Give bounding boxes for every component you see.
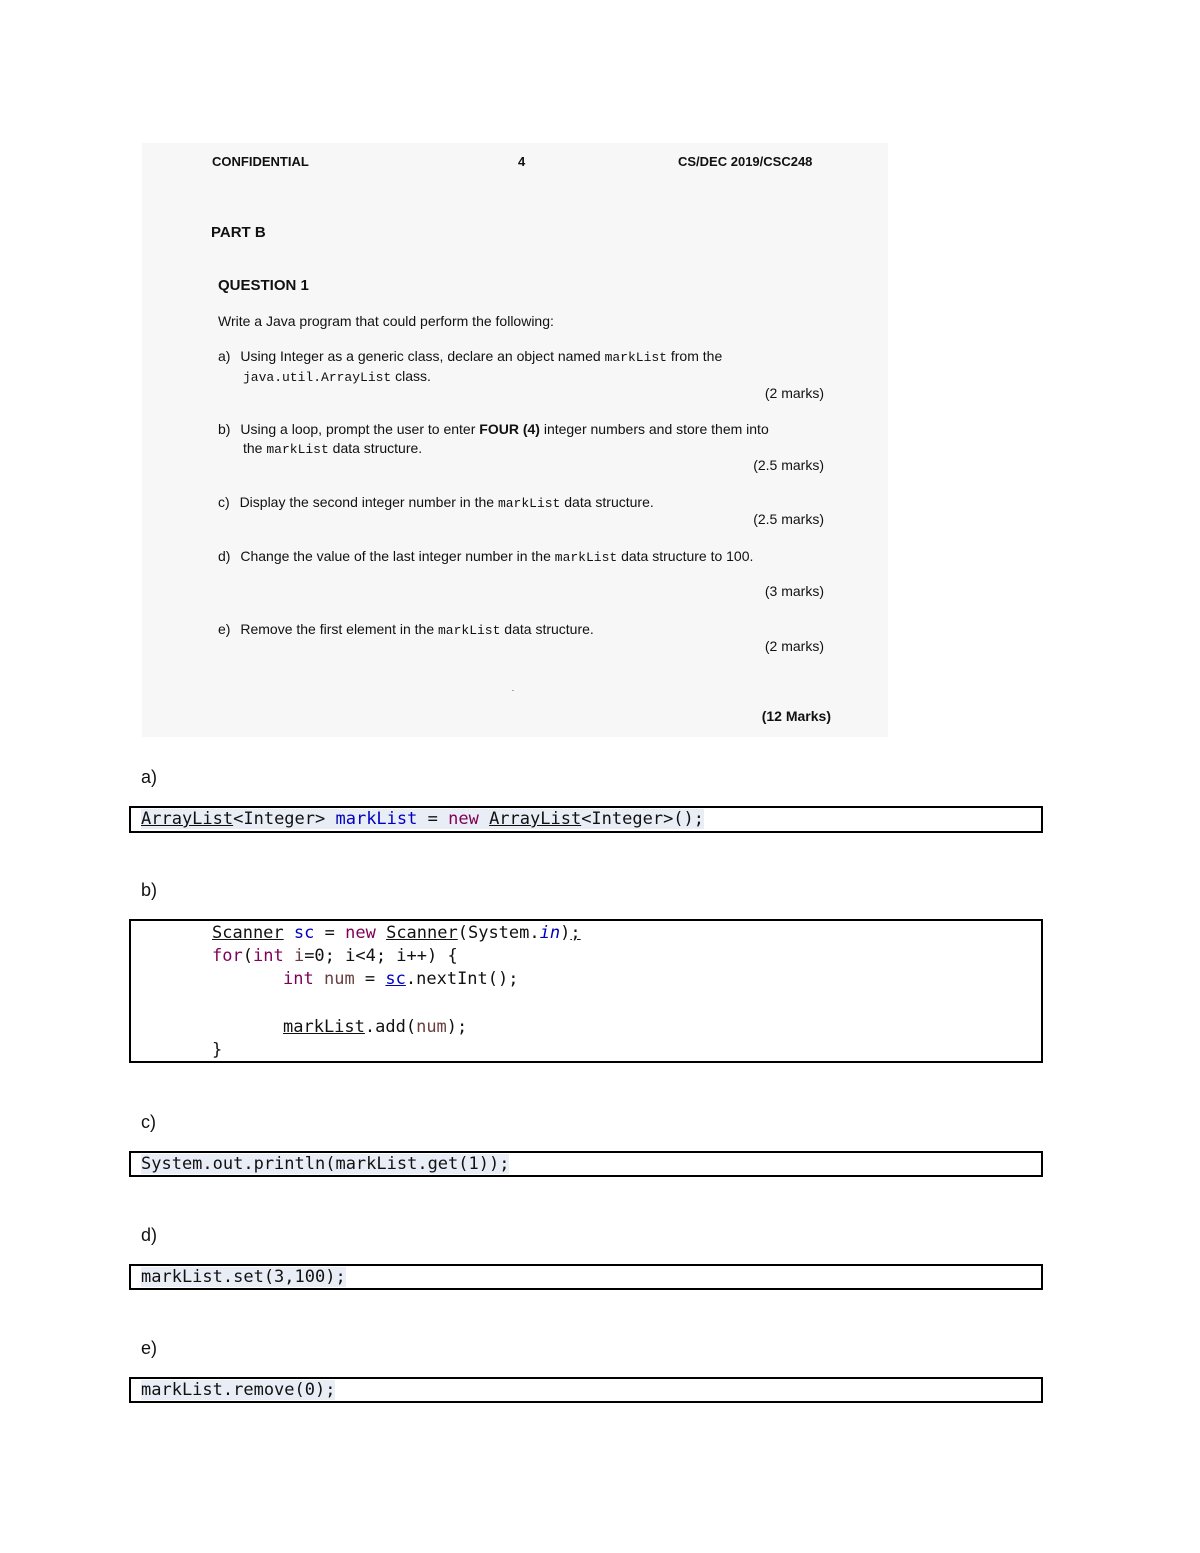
code-token: num	[323, 969, 355, 989]
item-text: Change the value of the last integer number in the	[240, 548, 555, 564]
code-token: int	[283, 969, 314, 989]
item-code: markList	[438, 623, 501, 638]
item-code: markList	[604, 350, 667, 365]
code-token: for	[212, 946, 243, 966]
item-d-marks: (3 marks)	[764, 583, 824, 599]
answer-b-line1	[212, 923, 581, 943]
answer-b-line2	[212, 946, 458, 966]
code-token: Scanner	[212, 923, 284, 943]
header-page-number: 4	[518, 154, 526, 169]
code-token: ;	[570, 923, 581, 943]
item-a-marks: (2 marks)	[764, 385, 824, 401]
item-d-line1	[218, 548, 753, 565]
item-text: from the	[666, 348, 723, 364]
item-letter: b)	[218, 421, 231, 437]
item-code: markList	[497, 496, 561, 511]
item-text: the	[243, 440, 267, 456]
code-token: sc	[385, 969, 406, 989]
code-token	[284, 923, 294, 943]
answer-c-code	[141, 1154, 509, 1174]
code-token	[284, 946, 294, 966]
item-bold-text: FOUR (4)	[479, 421, 540, 437]
code-token: markList.remove(0);	[141, 1380, 336, 1400]
item-text: Remove the first element in the	[240, 621, 438, 637]
code-token: =	[417, 809, 449, 829]
item-code: java.util.ArrayList	[243, 370, 392, 385]
code-token: in	[539, 923, 561, 943]
code-token: int	[252, 946, 284, 966]
answer-a-label: a)	[141, 767, 158, 787]
item-letter: c)	[218, 494, 230, 510]
item-a-line2	[243, 368, 431, 385]
code-token: =	[314, 923, 346, 943]
item-e-line1	[218, 621, 594, 638]
answer-e-code	[141, 1380, 335, 1400]
answer-c-box	[129, 1151, 1043, 1177]
answer-a-box	[129, 806, 1043, 833]
answer-e-label: e)	[141, 1338, 158, 1358]
code-token: ArrayList	[489, 809, 582, 829]
item-c-marks: (2.5 marks)	[753, 511, 824, 527]
scan-speck	[512, 690, 514, 691]
code-token: sc	[293, 923, 315, 943]
answer-d-box	[129, 1264, 1043, 1290]
item-letter: a)	[218, 348, 231, 364]
answer-d-label: d)	[141, 1225, 158, 1245]
question-title: QUESTION 1	[218, 277, 309, 294]
part-title: PART B	[211, 224, 266, 241]
code-token	[479, 809, 489, 829]
code-token: markList.set(3,100);	[141, 1267, 346, 1287]
item-a-line1	[218, 348, 722, 365]
answer-b-line3	[283, 969, 518, 989]
item-text: Display the second integer number in the	[239, 494, 498, 510]
header-course-code: CS/DEC 2019/CSC248	[678, 154, 813, 169]
item-letter: e)	[218, 621, 231, 637]
item-text: integer numbers and store them into	[539, 421, 769, 437]
item-code: markList	[554, 550, 618, 565]
code-token: num	[416, 1017, 447, 1037]
code-token: );	[446, 1017, 468, 1037]
answer-b-box	[129, 919, 1043, 1063]
item-text: Using a loop, prompt the user to enter	[240, 421, 480, 437]
code-token: System.out.println(markList.get(1));	[141, 1154, 510, 1174]
code-token: =	[354, 969, 386, 989]
item-b-line2	[243, 440, 422, 457]
question-intro: Write a Java program that could perform the following:	[218, 313, 554, 329]
item-text: data structure to 100.	[617, 548, 754, 564]
code-token: markList	[335, 809, 418, 829]
code-token: <Integer>();	[581, 809, 705, 829]
answer-c-label: c)	[141, 1112, 156, 1132]
answer-b-line5: }	[212, 1040, 223, 1060]
item-c-line1	[218, 494, 654, 511]
total-marks: (12 Marks)	[761, 708, 831, 724]
answer-b-label: b)	[141, 880, 158, 900]
item-text: data structure.	[560, 494, 654, 510]
code-token: new	[448, 809, 479, 829]
answer-a-code	[141, 809, 704, 829]
code-token: (	[242, 946, 253, 966]
item-e-marks: (2 marks)	[764, 638, 824, 654]
code-token: =0; i<4; i++) {	[304, 946, 458, 966]
code-token	[376, 923, 386, 943]
item-b-marks: (2.5 marks)	[753, 457, 824, 473]
code-token: i	[293, 946, 305, 966]
item-text: class.	[391, 368, 431, 384]
code-token: new	[345, 923, 376, 943]
code-token: <Integer>	[233, 809, 336, 829]
code-token	[314, 969, 324, 989]
code-token: markList	[283, 1017, 365, 1037]
item-letter: d)	[218, 548, 231, 564]
code-token: )	[560, 923, 571, 943]
item-text: Using Integer as a generic class, declare an object named	[240, 348, 605, 364]
answer-d-code	[141, 1267, 346, 1287]
item-code: markList	[266, 442, 329, 457]
code-token: Scanner	[386, 923, 458, 943]
item-b-line1	[218, 421, 769, 437]
code-token: .nextInt();	[405, 969, 519, 989]
code-token: ArrayList	[141, 809, 234, 829]
header-confidential: CONFIDENTIAL	[212, 154, 309, 169]
answer-b-line4	[283, 1017, 467, 1037]
item-text: data structure.	[328, 440, 423, 456]
code-token: (System.	[457, 923, 540, 943]
answer-e-box	[129, 1377, 1043, 1403]
item-text: data structure.	[500, 621, 594, 637]
code-token: .add(	[364, 1017, 417, 1037]
